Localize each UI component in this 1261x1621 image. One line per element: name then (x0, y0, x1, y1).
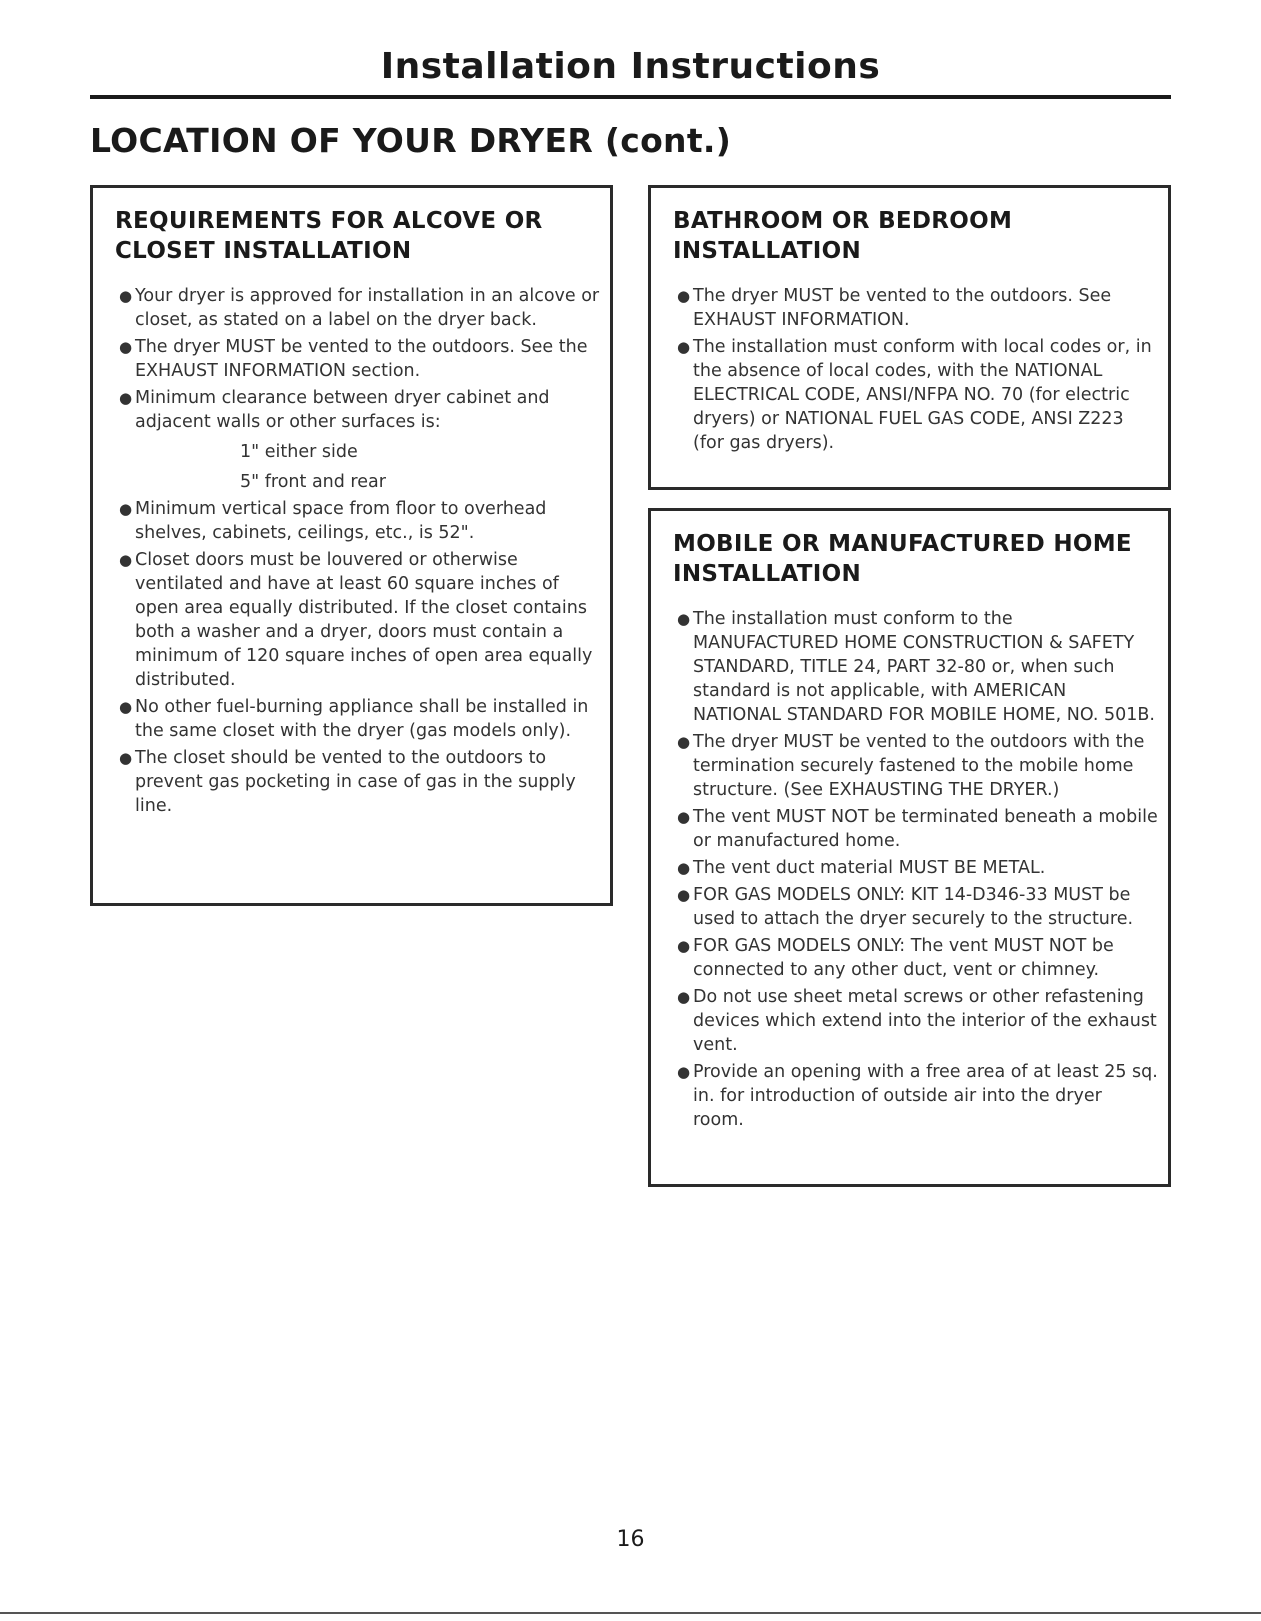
bullet-icon: ● (119, 698, 133, 716)
list-item: ● Minimum vertical space from floor to overhead shelves, cabinets, ceilings, etc., is 52". (119, 499, 547, 543)
bullet-icon: ● (119, 287, 133, 305)
bullet-icon: ● (119, 551, 133, 569)
list-item: ● Do not use sheet metal screws or other refastening devices which extend into the interior of the exhaust vent. (677, 987, 1157, 1055)
bullet-icon: ● (677, 886, 691, 904)
bathroom-bedroom-box (648, 185, 1171, 490)
list-item: ● The vent duct material MUST BE METAL. (677, 858, 1046, 878)
bullet-icon: ● (677, 1063, 691, 1081)
list-item: ● No other fuel-burning appliance shall be installed in the same closet with the dryer (gas models only). (119, 697, 589, 741)
bullet-icon: ● (677, 733, 691, 751)
list-item: ● Minimum clearance between dryer cabinet and adjacent walls or other surfaces is: 1" either side 5" front and rear (115, 386, 600, 494)
alcove-list (115, 284, 600, 818)
bottom-rule (0, 1612, 1261, 1614)
mobile-heading: MOBILE OR MANUFACTURED HOME INSTALLATION (673, 531, 1132, 587)
header-rule (90, 95, 1171, 99)
bullet-icon: ● (119, 338, 133, 356)
bullet-icon: ● (677, 937, 691, 955)
alcove-closet-box (90, 185, 613, 906)
mobile-list (673, 607, 1158, 1132)
list-item: ● Your dryer is approved for installation in an alcove or closet, as stated on a label on the dryer back. (119, 286, 600, 330)
bathroom-heading: BATHROOM OR BEDROOM INSTALLATION (673, 208, 1013, 264)
clearance-side: 1" either side (240, 442, 358, 462)
list-item: ● Closet doors must be louvered or otherwise ventilated and have at least 60 square inches of open area equally distributed. If the closet contains both a washer and a dryer, doors must contain a minimum of 120 square inches of open area equally distributed. (119, 550, 593, 690)
list-item: ● FOR GAS MODELS ONLY: The vent MUST NOT be connected to any other duct, vent or chimney. (677, 936, 1114, 980)
clearance-front-rear: 5" front and rear (240, 472, 386, 492)
mobile-home-box (648, 508, 1171, 1187)
list-item: ● The dryer MUST be vented to the outdoors with the termination securely fastened to the mobile home structure. (See EXHAUSTING THE DRYER.) (677, 732, 1145, 800)
list-item: ● FOR GAS MODELS ONLY: KIT 14-D346-33 MUST be used to attach the dryer securely to the structure. (677, 885, 1134, 929)
page-number: 16 (616, 1527, 645, 1552)
bullet-icon: ● (119, 500, 133, 518)
list-item: ● The dryer MUST be vented to the outdoors. See EXHAUST INFORMATION. (677, 286, 1112, 330)
bullet-icon: ● (677, 988, 691, 1006)
list-item: ● The installation must conform with local codes or, in the absence of local codes, with the NATIONAL ELECTRICAL CODE, ANSI/NFPA NO. 70 (for electric dryers) or NATIONAL FUEL GAS CODE, ANSI Z223 (for gas dryers). (677, 337, 1152, 453)
list-item: ● The closet should be vented to the outdoors to prevent gas pocketing in case of gas in the supply line. (119, 748, 576, 816)
bullet-icon: ● (677, 610, 691, 628)
section-title: LOCATION OF YOUR DRYER (cont.) (90, 121, 732, 160)
list-item: ● The vent MUST NOT be terminated beneath a mobile or manufactured home. (677, 807, 1158, 851)
bullet-icon: ● (677, 338, 691, 356)
bullet-icon: ● (677, 808, 691, 826)
bullet-icon: ● (119, 389, 133, 407)
list-item: ● The dryer MUST be vented to the outdoors. See the EXHAUST INFORMATION section. (119, 337, 588, 381)
bullet-icon: ● (677, 859, 691, 877)
bullet-icon: ● (677, 287, 691, 305)
page-header-title: Installation Instructions (380, 46, 881, 87)
bullet-icon: ● (119, 749, 133, 767)
list-item: ● Provide an opening with a free area of at least 25 sq. in. for introduction of outside air into the dryer room. (677, 1062, 1158, 1130)
bathroom-list (673, 284, 1158, 455)
alcove-heading: REQUIREMENTS FOR ALCOVE OR CLOSET INSTALLATION (115, 208, 543, 264)
list-item: ● The installation must conform to the MANUFACTURED HOME CONSTRUCTION & SAFETY STANDARD, TITLE 24, PART 32-80 or, when such standard is not applicable, with AMERICAN NATIONAL STANDARD FOR MOBILE HOME, NO. 501B. (677, 609, 1155, 725)
